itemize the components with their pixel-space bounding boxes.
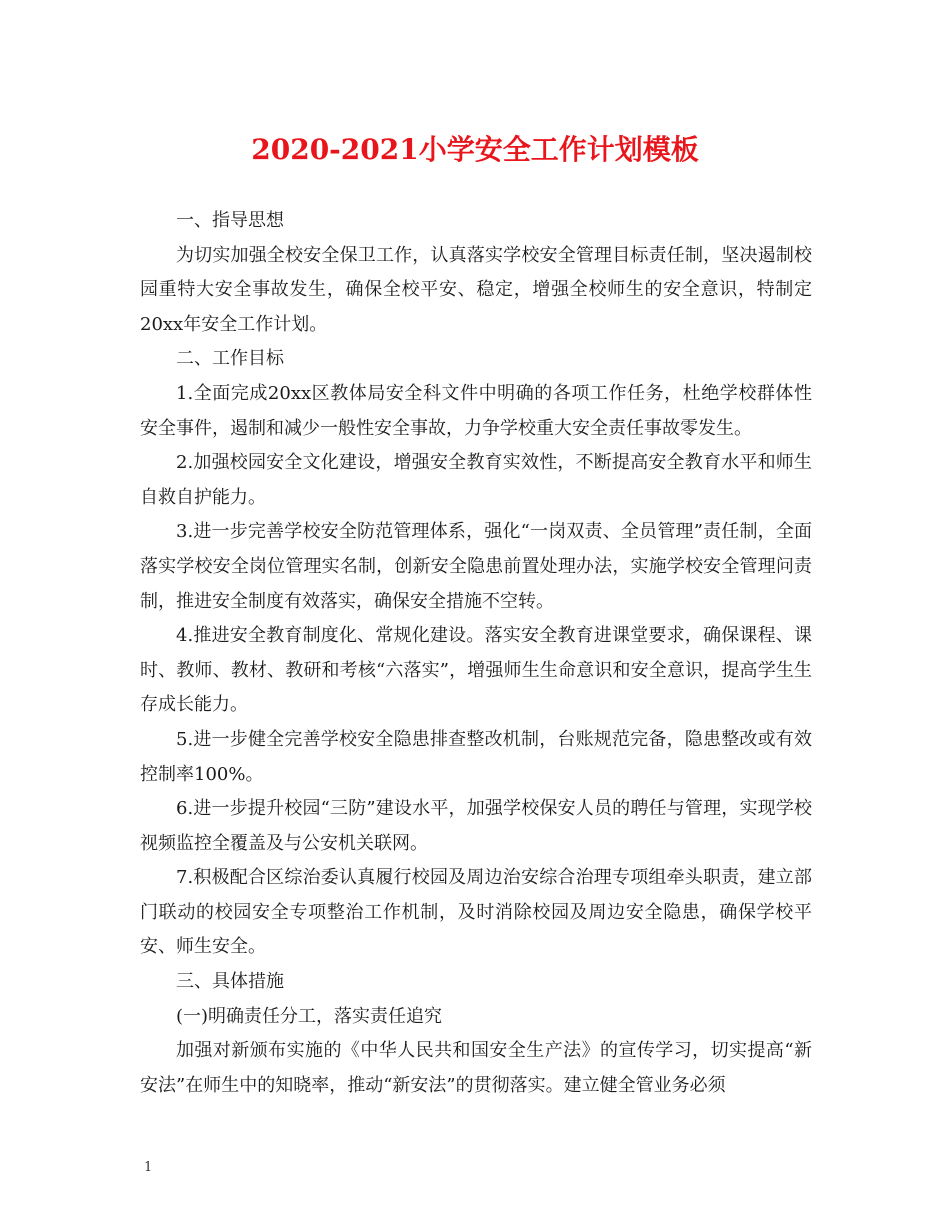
goal-item-3: 3.进一步完善学校安全防范管理体系，强化“一岗双责、全员管理”责任制，全面落实学校安全岗位管理实名制，创新安全隐患前置处理办法，实施学校安全管理问责制，推进安全制度有效落实，确保安全措施不空转。 — [140, 521, 812, 612]
document-title: 2020-2021小学安全工作计划模板 — [251, 133, 699, 166]
paragraph: 为切实加强全校安全保卫工作，认真落实学校安全管理目标责任制，坚决遏制校园重特大安全事故发生，确保全校平安、稳定，增强全校师生的安全意识，特制定20xx年安全工作计划。 — [140, 244, 812, 335]
goal-item-1: 1.全面完成20xx区教体局安全科文件中明确的各项工作任务，杜绝学校群体性安全事件，遏制和减少一般性安全事故，力争学校重大安全责任事故零发生。 — [140, 382, 812, 439]
page-number: 1 — [144, 1160, 153, 1175]
goal-item-5: 5.进一步健全完善学校安全隐患排查整改机制，台账规范完备，隐患整改或有效控制率100%。 — [140, 728, 812, 785]
paragraph: 加强对新颁布实施的《中华人民共和国安全生产法》的宣传学习，切实提高“新安法”在师生中的知晓率，推动“新安法”的贯彻落实。建立健全管业务必须 — [140, 1040, 812, 1096]
heading-specific-measures: 三、具体措施 — [176, 971, 284, 993]
goal-item-4: 4.推进安全教育制度化、常规化建设。落实安全教育进课堂要求，确保课程、课时、教师、教材、教研和考核“六落实”，增强师生生命意识和安全意识，提高学生生存成长能力。 — [140, 625, 812, 716]
document-body — [140, 204, 812, 1103]
heading-guiding-ideology: 一、指导思想 — [176, 210, 284, 231]
goal-item-2: 2.加强校园安全文化建设，增强安全教育实效性，不断提高安全教育水平和师生自救自护能力。 — [140, 452, 812, 508]
goal-item-7: 7.积极配合区综治委认真履行校园及周边治安综合治理专项组牵头职责，建立部门联动的校园安全专项整治工作机制，及时消除校园及周边安全隐患，确保学校平安、师生安全。 — [140, 867, 812, 958]
heading-work-goals: 二、工作目标 — [176, 348, 284, 370]
subheading-responsibility: (一)明确责任分工，落实责任追究 — [176, 1005, 443, 1027]
goal-item-6: 6.进一步提升校园“三防”建设水平，加强学校保安人员的聘任与管理，实现学校视频监控全覆盖及与公安机关联网。 — [140, 798, 812, 854]
